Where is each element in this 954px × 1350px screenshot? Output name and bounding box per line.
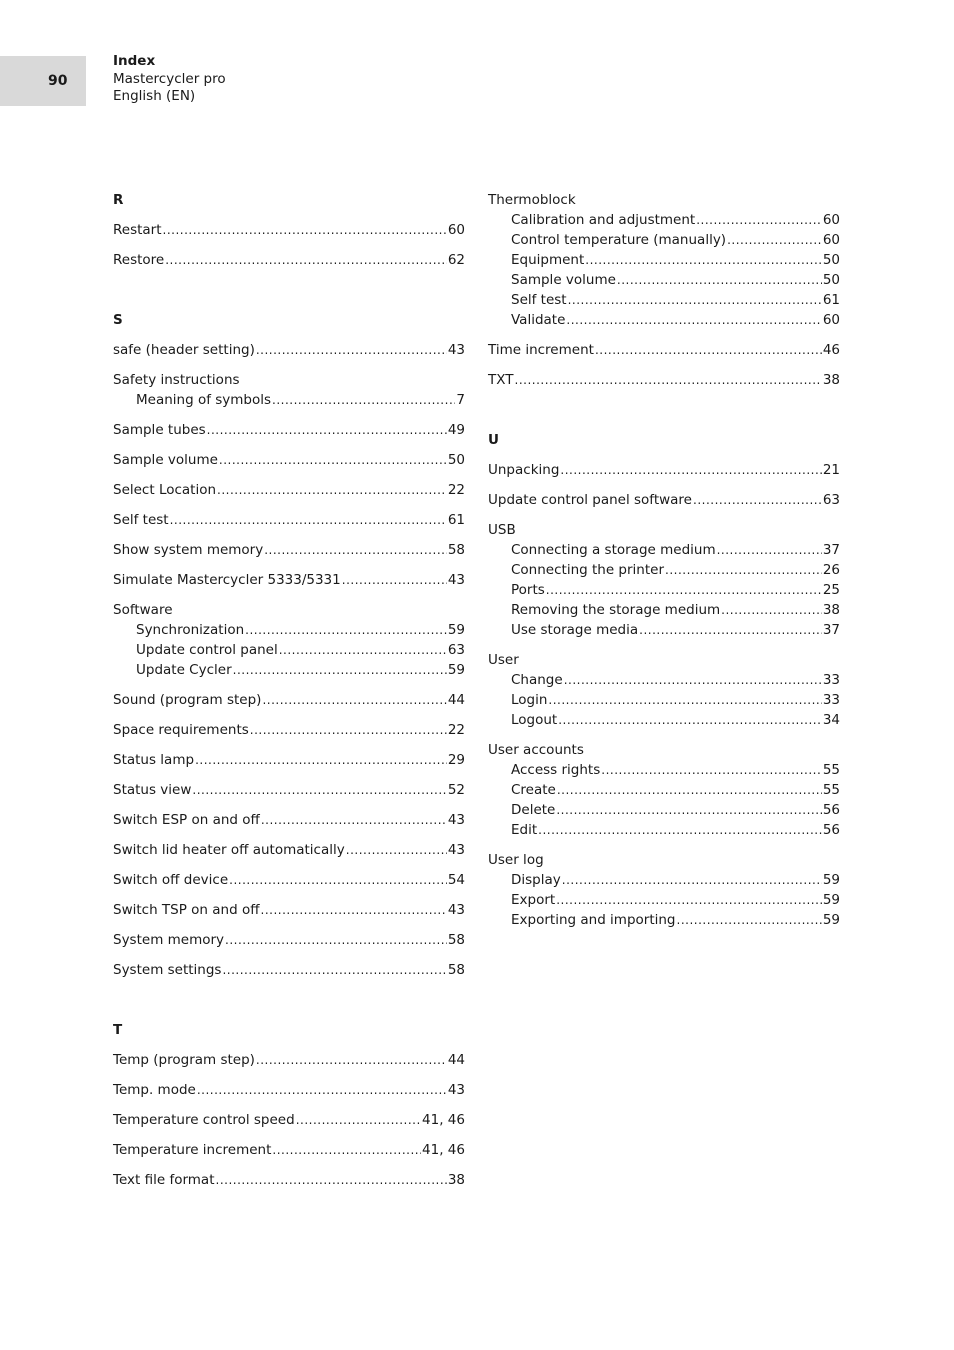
index-subentry <box>488 210 840 230</box>
index-term: Temp. mode <box>113 1082 196 1098</box>
index-page-ref: 60 <box>822 232 840 248</box>
index-term: Synchronization <box>136 622 245 638</box>
index-entry <box>113 930 465 950</box>
index-group <box>488 520 840 640</box>
index-term: Sound (program step) <box>113 692 262 708</box>
dot-leader <box>346 840 447 860</box>
index-term: User accounts <box>488 742 584 758</box>
dot-leader <box>546 580 822 600</box>
index-subentry <box>488 760 840 780</box>
index-page-ref: 61 <box>447 512 465 528</box>
index-entry <box>113 870 465 890</box>
index-group <box>113 930 465 950</box>
index-entry <box>488 370 840 390</box>
index-page-ref: 44 <box>447 692 465 708</box>
index-entry <box>113 1170 465 1190</box>
index-term: Delete <box>511 802 556 818</box>
index-group <box>488 740 840 840</box>
index-group <box>113 450 465 470</box>
index-subentry <box>488 670 840 690</box>
index-entry <box>113 220 465 240</box>
index-page-ref: 43 <box>447 572 465 588</box>
index-subentry <box>113 620 465 640</box>
index-page-ref: 46 <box>822 342 840 358</box>
index-entry <box>488 650 840 670</box>
index-page-ref: 43 <box>447 1082 465 1098</box>
dot-leader <box>665 560 822 580</box>
index-term: TXT <box>488 372 514 388</box>
index-entry <box>113 690 465 710</box>
index-page-ref: 43 <box>447 902 465 918</box>
index-term: Create <box>511 782 556 798</box>
index-entry <box>488 490 840 510</box>
index-group <box>488 850 840 930</box>
dot-leader <box>217 480 447 500</box>
dot-leader <box>721 600 822 620</box>
index-page-ref: 43 <box>447 342 465 358</box>
index-group <box>113 810 465 830</box>
index-subentry <box>488 540 840 560</box>
index-term: Temperature increment <box>113 1142 272 1158</box>
dot-leader <box>558 710 822 730</box>
index-subentry <box>488 600 840 620</box>
index-subentry <box>488 230 840 250</box>
dot-leader <box>165 250 447 270</box>
index-term: Change <box>511 672 563 688</box>
index-group <box>113 340 465 360</box>
index-entry <box>488 190 840 210</box>
index-term: Access rights <box>511 762 601 778</box>
dot-leader <box>245 620 447 640</box>
index-term: Logout <box>511 712 558 728</box>
index-page-ref: 26 <box>822 562 840 578</box>
index-page-ref: 59 <box>822 912 840 928</box>
index-term: Software <box>113 602 173 618</box>
index-term: Login <box>511 692 548 708</box>
index-page-ref: 37 <box>822 542 840 558</box>
index-entry <box>113 810 465 830</box>
index-term: User <box>488 652 519 668</box>
index-group <box>488 460 840 480</box>
index-term: Status lamp <box>113 752 195 768</box>
index-term: Thermoblock <box>488 192 576 208</box>
index-group <box>113 1050 465 1070</box>
dot-leader <box>548 690 821 710</box>
dot-leader <box>256 1050 447 1070</box>
index-term: Select Location <box>113 482 217 498</box>
index-group <box>488 370 840 390</box>
dot-leader <box>195 750 447 770</box>
index-page-ref: 29 <box>447 752 465 768</box>
index-term: Sample volume <box>511 272 616 288</box>
dot-leader <box>197 1080 447 1100</box>
index-term: Connecting a storage medium <box>511 542 716 558</box>
running-header <box>113 53 226 106</box>
index-page-ref: 60 <box>822 212 840 228</box>
index-term: Self test <box>113 512 169 528</box>
index-entry <box>488 740 840 760</box>
section-letter: U <box>488 432 499 448</box>
dot-leader <box>264 540 447 560</box>
dot-leader <box>560 460 821 480</box>
index-entry <box>113 600 465 620</box>
index-subentry <box>488 870 840 890</box>
index-group <box>113 370 465 410</box>
index-page-ref: 55 <box>822 762 840 778</box>
dot-leader <box>677 910 822 930</box>
index-entry <box>113 420 465 440</box>
index-subentry <box>488 800 840 820</box>
index-group <box>488 340 840 360</box>
dot-leader <box>601 760 822 780</box>
index-subentry <box>488 890 840 910</box>
index-entry <box>113 370 465 390</box>
index-column-right <box>488 190 840 940</box>
index-group <box>113 750 465 770</box>
index-entry <box>488 850 840 870</box>
index-term: safe (header setting) <box>113 342 255 358</box>
index-page-ref: 58 <box>447 542 465 558</box>
index-page-ref: 38 <box>822 602 840 618</box>
index-term: Switch TSP on and off <box>113 902 260 918</box>
dot-leader <box>229 870 447 890</box>
dot-leader <box>272 390 455 410</box>
dot-leader <box>222 960 446 980</box>
index-group <box>113 870 465 890</box>
index-term: Simulate Mastercycler 5333/5331 <box>113 572 341 588</box>
index-term: Calibration and adjustment <box>511 212 696 228</box>
index-page-ref: 22 <box>447 482 465 498</box>
dot-leader <box>256 340 447 360</box>
page-number: 90 <box>48 73 68 89</box>
dot-leader <box>515 370 822 390</box>
index-page-ref: 33 <box>822 672 840 688</box>
index-term: Status view <box>113 782 192 798</box>
dot-leader <box>538 820 822 840</box>
page-number-tab <box>0 56 86 106</box>
index-page-ref: 25 <box>822 582 840 598</box>
dot-leader <box>342 570 447 590</box>
header-language: English (EN) <box>113 88 196 104</box>
dot-leader <box>216 1170 447 1190</box>
index-page-ref: 41, 46 <box>422 1112 465 1128</box>
index-page-ref: 38 <box>447 1172 465 1188</box>
index-entry <box>113 340 465 360</box>
dot-leader <box>566 310 821 330</box>
index-term: Exporting and importing <box>511 912 676 928</box>
dot-leader <box>272 1140 421 1160</box>
index-page-ref: 44 <box>447 1052 465 1068</box>
index-group <box>113 900 465 920</box>
index-term: Connecting the printer <box>511 562 665 578</box>
dot-leader <box>562 870 822 890</box>
index-page-ref: 58 <box>447 962 465 978</box>
index-subentry <box>488 290 840 310</box>
index-entry <box>113 450 465 470</box>
dot-leader <box>717 540 822 560</box>
index-page-ref: 59 <box>822 872 840 888</box>
dot-leader <box>595 340 822 360</box>
header-title: Index <box>113 53 156 69</box>
index-subentry <box>488 250 840 270</box>
index-entry <box>488 460 840 480</box>
index-subentry <box>488 620 840 640</box>
dot-leader <box>564 670 822 690</box>
index-group <box>113 780 465 800</box>
index-group <box>113 510 465 530</box>
dot-leader <box>556 800 821 820</box>
dot-leader <box>262 690 446 710</box>
index-entry <box>113 540 465 560</box>
index-group <box>113 480 465 500</box>
index-group <box>113 600 465 680</box>
dot-leader <box>568 290 822 310</box>
index-page-ref: 41, 46 <box>422 1142 465 1158</box>
dot-leader <box>585 250 822 270</box>
index-term: Ports <box>511 582 545 598</box>
index-entry <box>113 1110 465 1130</box>
dot-leader <box>225 930 447 950</box>
index-term: Update control panel <box>136 642 278 658</box>
index-page-ref: 33 <box>822 692 840 708</box>
index-page-ref: 22 <box>447 722 465 738</box>
index-page-ref: 43 <box>447 842 465 858</box>
index-term: Validate <box>511 312 566 328</box>
index-term: Self test <box>511 292 567 308</box>
dot-leader <box>727 230 822 250</box>
dot-leader <box>250 720 447 740</box>
index-entry <box>113 570 465 590</box>
index-entry <box>113 900 465 920</box>
index-entry <box>113 480 465 500</box>
index-page-ref: 50 <box>822 272 840 288</box>
index-term: Time increment <box>488 342 594 358</box>
index-page-ref: 58 <box>447 932 465 948</box>
index-group <box>488 490 840 510</box>
index-entry <box>113 780 465 800</box>
index-group <box>113 720 465 740</box>
header-product: Mastercycler pro <box>113 70 226 87</box>
index-group <box>488 650 840 730</box>
index-group <box>113 840 465 860</box>
index-page-ref: 62 <box>447 252 465 268</box>
index-term: Control temperature (manually) <box>511 232 727 248</box>
index-page-ref: 21 <box>822 462 840 478</box>
index-term: Sample volume <box>113 452 218 468</box>
index-entry <box>113 1050 465 1070</box>
index-page-ref: 38 <box>822 372 840 388</box>
index-page-ref: 59 <box>822 892 840 908</box>
index-term: Switch ESP on and off <box>113 812 260 828</box>
index-subentry <box>488 270 840 290</box>
dot-leader <box>207 420 447 440</box>
index-subentry <box>488 820 840 840</box>
index-page-ref: 59 <box>447 622 465 638</box>
index-page-ref: 49 <box>447 422 465 438</box>
index-subentry <box>488 710 840 730</box>
index-subentry <box>488 310 840 330</box>
index-group <box>488 190 840 330</box>
index-page-ref: 52 <box>447 782 465 798</box>
index-entry <box>113 1080 465 1100</box>
index-page-ref: 7 <box>456 392 465 408</box>
dot-leader <box>233 660 447 680</box>
index-entry <box>113 510 465 530</box>
section-letter: S <box>113 312 123 328</box>
index-group <box>113 420 465 440</box>
dot-leader <box>556 890 822 910</box>
index-term: Sample tubes <box>113 422 206 438</box>
index-group <box>113 690 465 710</box>
index-page-ref: 60 <box>822 312 840 328</box>
index-term: Meaning of symbols <box>136 392 272 408</box>
index-page-ref: 37 <box>822 622 840 638</box>
index-page-ref: 56 <box>822 802 840 818</box>
index-term: Space requirements <box>113 722 249 738</box>
index-entry <box>488 340 840 360</box>
index-group <box>113 1170 465 1190</box>
index-page-ref: 61 <box>822 292 840 308</box>
index-term: System settings <box>113 962 222 978</box>
dot-leader <box>557 780 822 800</box>
index-page-ref: 63 <box>447 642 465 658</box>
index-subentry <box>488 560 840 580</box>
index-group <box>113 1110 465 1130</box>
index-subentry <box>113 640 465 660</box>
index-term: Export <box>511 892 556 908</box>
index-group <box>113 540 465 560</box>
index-term: Update control panel software <box>488 492 692 508</box>
dot-leader <box>261 810 447 830</box>
index-entry <box>113 1140 465 1160</box>
index-term: Update Cycler <box>136 662 232 678</box>
index-group <box>113 960 465 980</box>
dot-leader <box>170 510 447 530</box>
index-subentry <box>113 660 465 680</box>
index-page-ref: 50 <box>447 452 465 468</box>
index-subentry <box>488 690 840 710</box>
index-entry <box>113 720 465 740</box>
dot-leader <box>219 450 447 470</box>
index-term: Removing the storage medium <box>511 602 721 618</box>
index-page-ref: 54 <box>447 872 465 888</box>
index-term: Show system memory <box>113 542 264 558</box>
index-term: Use storage media <box>511 622 639 638</box>
index-subentry <box>488 910 840 930</box>
index-page-ref: 55 <box>822 782 840 798</box>
index-term: Switch off device <box>113 872 229 888</box>
index-subentry <box>488 580 840 600</box>
dot-leader <box>261 900 447 920</box>
dot-leader <box>279 640 447 660</box>
index-entry <box>113 840 465 860</box>
index-term: Temp (program step) <box>113 1052 255 1068</box>
dot-leader <box>192 780 446 800</box>
index-entry <box>113 750 465 770</box>
index-term: Restore <box>113 252 165 268</box>
index-group <box>113 1080 465 1100</box>
index-page-ref: 50 <box>822 252 840 268</box>
dot-leader <box>696 210 822 230</box>
index-page-ref: 60 <box>447 222 465 238</box>
index-term: Temperature control speed <box>113 1112 295 1128</box>
index-term: Text file format <box>113 1172 215 1188</box>
index-term: Edit <box>511 822 538 838</box>
index-term: USB <box>488 522 516 538</box>
index-term: Equipment <box>511 252 585 268</box>
index-term: User log <box>488 852 544 868</box>
section-letter: R <box>113 192 124 208</box>
index-group <box>113 1140 465 1160</box>
index-subentry <box>488 780 840 800</box>
index-group <box>113 250 465 270</box>
index-subentry <box>113 390 465 410</box>
index-entry <box>113 250 465 270</box>
index-page-ref: 59 <box>447 662 465 678</box>
index-column-left <box>113 190 465 1200</box>
index-term: Unpacking <box>488 462 560 478</box>
index-entry <box>488 520 840 540</box>
index-term: Switch lid heater off automatically <box>113 842 345 858</box>
dot-leader <box>163 220 447 240</box>
index-page-ref: 63 <box>822 492 840 508</box>
index-term: System memory <box>113 932 225 948</box>
index-page-ref: 34 <box>822 712 840 728</box>
index-group <box>113 570 465 590</box>
dot-leader <box>617 270 822 290</box>
dot-leader <box>639 620 822 640</box>
section-letter: T <box>113 1022 123 1038</box>
index-term: Safety instructions <box>113 372 240 388</box>
index-entry <box>113 960 465 980</box>
dot-leader <box>296 1110 421 1130</box>
index-term: Restart <box>113 222 162 238</box>
index-group <box>113 220 465 240</box>
index-page-ref: 56 <box>822 822 840 838</box>
dot-leader <box>693 490 822 510</box>
index-term: Display <box>511 872 561 888</box>
index-page-ref: 43 <box>447 812 465 828</box>
